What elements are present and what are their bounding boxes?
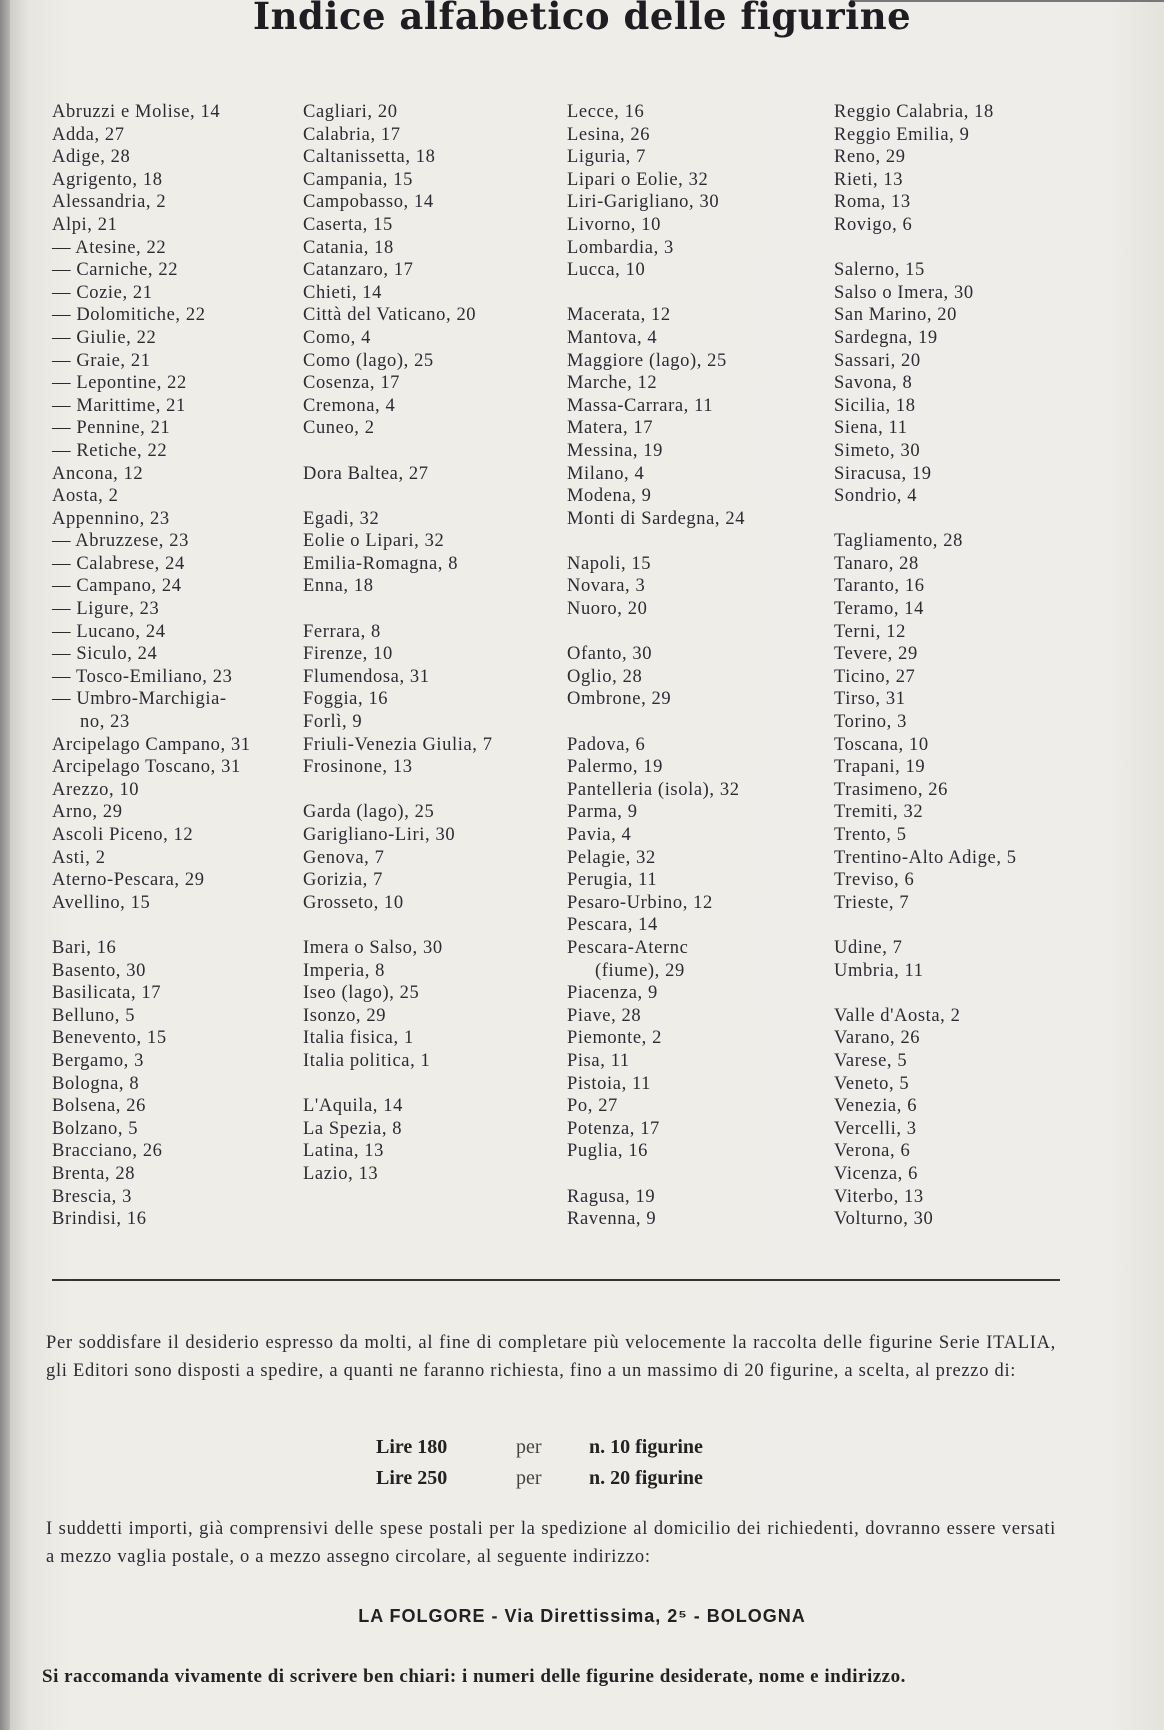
price-row — [376, 1463, 736, 1494]
index-entry: Treviso, 6 — [834, 870, 915, 891]
index-entry: Lipari o Eolie, 32 — [567, 169, 709, 190]
index-entry: Cosenza, 17 — [303, 373, 401, 394]
index-entry: Mantova, 4 — [567, 327, 658, 348]
index-entry: Emilia-Romagna, 8 — [303, 553, 459, 574]
index-spacer — [834, 508, 1017, 531]
index-entry: Agrigento, 18 — [52, 169, 163, 190]
index-entry: Marche, 12 — [567, 373, 658, 394]
index-entry: Padova, 6 — [567, 734, 646, 755]
index-entry: Egadi, 32 — [303, 508, 380, 529]
index-entry: Garigliano-Liri, 30 — [303, 825, 456, 845]
index-entry: Pantelleria (isola), 32 — [567, 779, 740, 800]
index-entry: Salerno, 15 — [834, 260, 925, 281]
price-per: per — [516, 1436, 542, 1458]
index-entry: Enna, 18 — [303, 576, 374, 597]
index-entry: — Giulie, 22 — [52, 327, 157, 348]
index-entry: Siracusa, 19 — [834, 463, 932, 484]
index-entry: Pisa, 11 — [567, 1050, 630, 1071]
index-entry: Trieste, 7 — [834, 892, 910, 913]
index-entry: Bergamo, 3 — [52, 1050, 144, 1071]
index-entry: Appennino, 23 — [52, 508, 170, 529]
index-spacer — [303, 485, 493, 508]
index-entry: Cremona, 4 — [303, 395, 396, 416]
index-entry: Volturno, 30 — [834, 1209, 934, 1230]
index-spacer — [567, 1163, 745, 1186]
index-entry: Ancona, 12 — [52, 463, 144, 484]
index-entry: Ravenna, 9 — [567, 1209, 657, 1230]
index-entry: Città del Vaticano, 20 — [303, 305, 477, 326]
index-entry: Reggio Calabria, 18 — [834, 102, 994, 122]
index-entry: Nuoro, 20 — [567, 599, 648, 620]
index-entry: Belluno, 5 — [52, 1005, 136, 1026]
index-entry: — Ligure, 23 — [52, 599, 160, 620]
index-column-4 — [834, 101, 1017, 1231]
index-entry: Ombrone, 29 — [567, 689, 672, 710]
price-amount: Lire 250 — [376, 1467, 448, 1489]
index-entry: Puglia, 16 — [567, 1141, 649, 1162]
index-entry: Genova, 7 — [303, 847, 385, 868]
index-entry: no, 23 — [80, 712, 130, 733]
page-title: Indice alfabetico delle figurine — [252, 0, 912, 38]
index-entry: Pelagie, 32 — [567, 847, 656, 868]
index-entry: Milano, 4 — [567, 463, 645, 484]
index-entry: L'Aquila, 14 — [303, 1096, 403, 1117]
index-entry: — Cozie, 21 — [52, 282, 153, 303]
index-entry: Massa-Carrara, 11 — [567, 395, 714, 416]
publisher-address: LA FOLGORE - Via Direttissima, 2⁵ - BOLOGNA — [358, 1606, 806, 1626]
index-entry: Firenze, 10 — [303, 644, 393, 665]
page-edge — [0, 0, 10, 1730]
price-quantity: n. 10 figurine — [589, 1436, 703, 1458]
index-entry: Venezia, 6 — [834, 1096, 918, 1117]
index-entry: Bracciano, 26 — [52, 1141, 163, 1162]
index-entry: Arcipelago Toscano, 31 — [52, 757, 241, 778]
index-entry: Isonzo, 29 — [303, 1005, 387, 1026]
price-amount: Lire 180 — [376, 1436, 448, 1458]
index-entry: La Spezia, 8 — [303, 1118, 403, 1139]
index-entry: Ofanto, 30 — [567, 644, 653, 665]
index-entry: Maggiore (lago), 25 — [567, 350, 727, 371]
index-entry: Rieti, 13 — [834, 169, 904, 190]
index-entry: Trentino-Alto Adige, 5 — [834, 847, 1017, 868]
index-entry: — Tosco-Emiliano, 23 — [52, 666, 233, 687]
index-entry: Lucca, 10 — [567, 260, 646, 281]
index-entry: Simeto, 30 — [834, 440, 921, 461]
index-spacer — [834, 914, 1017, 937]
index-entry: — Retiche, 22 — [52, 440, 168, 461]
index-entry: Benevento, 15 — [52, 1028, 167, 1049]
index-entry: Piave, 28 — [567, 1005, 642, 1026]
price-per: per — [516, 1467, 542, 1489]
index-entry: Napoli, 15 — [567, 553, 652, 574]
index-spacer — [303, 1073, 493, 1096]
index-entry: Trasimeno, 26 — [834, 779, 949, 800]
index-entry: Verona, 6 — [834, 1141, 911, 1162]
index-entry: Latina, 13 — [303, 1141, 385, 1162]
index-entry: Lazio, 13 — [303, 1163, 379, 1184]
index-entry: Ascoli Piceno, 12 — [52, 825, 194, 845]
index-entry: Sondrio, 4 — [834, 486, 918, 507]
index-entry: Tanaro, 28 — [834, 553, 919, 574]
index-entry: San Marino, 20 — [834, 305, 957, 326]
index-entry: Alessandria, 2 — [52, 192, 167, 213]
index-entry: Udine, 7 — [834, 937, 903, 958]
index-column-3 — [567, 101, 745, 1231]
index-entry: Dora Baltea, 27 — [303, 463, 429, 484]
index-entry: Ferrara, 8 — [303, 621, 381, 642]
index-entry: Veneto, 5 — [834, 1073, 910, 1094]
index-entry: Adda, 27 — [52, 124, 125, 145]
index-entry: Garda (lago), 25 — [303, 802, 435, 823]
index-entry: Rovigo, 6 — [834, 214, 913, 235]
index-spacer — [567, 282, 745, 305]
index-entry: Aosta, 2 — [52, 486, 119, 507]
index-entry: Foggia, 16 — [303, 689, 389, 710]
index-entry: Italia fisica, 1 — [303, 1028, 414, 1049]
index-entry: Caserta, 15 — [303, 214, 393, 235]
index-entry: Lombardia, 3 — [567, 237, 674, 258]
index-entry: Asti, 2 — [52, 847, 106, 868]
index-entry: Reggio Emilia, 9 — [834, 124, 970, 145]
index-entry: Basento, 30 — [52, 960, 146, 981]
index-entry: Bologna, 8 — [52, 1073, 140, 1094]
index-entry: Grosseto, 10 — [303, 892, 404, 913]
index-entry: Iseo (lago), 25 — [303, 983, 420, 1004]
index-entry: Calabria, 17 — [303, 124, 401, 145]
index-entry: Matera, 17 — [567, 418, 654, 439]
payment-paragraph: I suddetti importi, già comprensivi delle spese postali per la spedizione al domicilio dei richiedenti, dovranno essere versati a mezzo vaglia postale, o a mezzo assegno circolare, al seguente indirizzo: — [46, 1519, 1056, 1567]
index-spacer — [834, 237, 1017, 260]
index-entry: Brescia, 3 — [52, 1186, 132, 1207]
index-entry: Eolie o Lipari, 32 — [303, 531, 445, 552]
index-entry: Abruzzi e Molise, 14 — [52, 102, 221, 122]
index-entry: Pescara-Aternc — [567, 937, 689, 958]
index-entry: — Campano, 24 — [52, 576, 182, 597]
index-entry: Savona, 8 — [834, 373, 913, 394]
index-entry: (fiume), 29 — [595, 960, 685, 981]
index-entry: Parma, 9 — [567, 802, 638, 823]
index-entry: Arezzo, 10 — [52, 779, 140, 800]
index-entry: Roma, 13 — [834, 192, 911, 213]
index-entry: Siena, 11 — [834, 418, 908, 439]
index-spacer — [303, 779, 493, 802]
section-divider — [52, 1279, 1060, 1281]
index-entry: Avellino, 15 — [52, 892, 151, 913]
index-entry: Alpi, 21 — [52, 214, 118, 235]
index-entry: Italia politica, 1 — [303, 1050, 431, 1071]
index-entry: Ragusa, 19 — [567, 1186, 656, 1207]
index-entry: Tevere, 29 — [834, 644, 918, 665]
index-entry: Frosinone, 13 — [303, 757, 413, 778]
index-spacer — [303, 914, 493, 937]
index-entry: Sardegna, 19 — [834, 327, 938, 348]
index-entry: Novara, 3 — [567, 576, 646, 597]
index-entry: — Siculo, 24 — [52, 644, 158, 665]
index-entry: — Lepontine, 22 — [52, 373, 187, 394]
index-entry: Catania, 18 — [303, 237, 394, 258]
index-column-2 — [303, 101, 493, 1186]
index-entry: Tremiti, 32 — [834, 802, 924, 823]
index-entry: Po, 27 — [567, 1096, 618, 1117]
index-entry: Campobasso, 14 — [303, 192, 434, 213]
index-entry: — Graie, 21 — [52, 350, 151, 371]
index-entry: Liguria, 7 — [567, 147, 646, 168]
index-entry: — Umbro-Marchigia- — [52, 689, 227, 710]
index-spacer — [303, 598, 493, 621]
index-entry: Tirso, 31 — [834, 689, 906, 710]
index-entry: — Marittime, 21 — [52, 395, 186, 416]
index-entry: Monti di Sardegna, 24 — [567, 508, 746, 529]
offer-paragraph: Per soddisfare il desiderio espresso da molti, al fine di completare più velocemente la raccolta delle figurine Serie ITALIA, gli Editori sono disposti a spedire, a quanti ne faranno richiesta, fino a un massimo di 20 figurine, a scelta, al prezzo di: — [46, 1333, 1056, 1381]
index-entry: Arcipelago Campano, 31 — [52, 734, 251, 755]
index-entry: Forlì, 9 — [303, 712, 363, 733]
index-entry: Reno, 29 — [834, 147, 906, 168]
index-entry: Arno, 29 — [52, 802, 123, 823]
index-entry: — Dolomitiche, 22 — [52, 305, 206, 326]
index-entry: Cagliari, 20 — [303, 102, 398, 122]
index-entry: Aterno-Pescara, 29 — [52, 870, 205, 891]
index-entry: Pistoia, 11 — [567, 1073, 652, 1094]
index-entry: Varano, 26 — [834, 1028, 921, 1049]
index-entry: Bolzano, 5 — [52, 1118, 139, 1139]
index-entry: Como, 4 — [303, 327, 371, 348]
index-entry: Brindisi, 16 — [52, 1209, 147, 1230]
index-entry: Viterbo, 13 — [834, 1186, 924, 1207]
index-entry: Catanzaro, 17 — [303, 260, 414, 281]
index-entry: Flumendosa, 31 — [303, 666, 430, 687]
index-entry: Macerata, 12 — [567, 305, 671, 326]
index-entry: Imperia, 8 — [303, 960, 386, 981]
index-entry: Lesina, 26 — [567, 124, 651, 145]
index-entry: Livorno, 10 — [567, 214, 661, 235]
index-spacer — [52, 914, 251, 937]
index-entry: Varese, 5 — [834, 1050, 908, 1071]
index-entry: Gorizia, 7 — [303, 870, 383, 891]
index-entry: Adige, 28 — [52, 147, 131, 168]
price-row — [376, 1432, 736, 1463]
index-column-1 — [52, 101, 251, 1231]
index-entry: Salso o Imera, 30 — [834, 282, 974, 303]
index-entry: — Lucano, 24 — [52, 621, 166, 642]
index-entry: Terni, 12 — [834, 621, 906, 642]
index-entry: — Pennine, 21 — [52, 418, 171, 439]
index-entry: Ticino, 27 — [834, 666, 916, 687]
index-entry: Friuli-Venezia Giulia, 7 — [303, 734, 493, 755]
closing-note: Si raccomanda vivamente di scrivere ben chiari: i numeri delle figurine desiderate, nome e indirizzo. — [42, 1666, 906, 1687]
index-spacer — [567, 530, 745, 553]
index-spacer — [303, 440, 493, 463]
index-entry: Piemonte, 2 — [567, 1028, 662, 1049]
index-entry: Vercelli, 3 — [834, 1118, 917, 1139]
index-spacer — [567, 711, 745, 734]
index-entry: — Abruzzese, 23 — [52, 531, 189, 552]
index-entry: Messina, 19 — [567, 440, 664, 461]
index-entry: Sassari, 20 — [834, 350, 921, 371]
index-entry: Toscana, 10 — [834, 734, 929, 755]
index-spacer — [834, 982, 1017, 1005]
index-entry: Pescara, 14 — [567, 915, 658, 936]
index-entry: Perugia, 11 — [567, 870, 658, 891]
index-entry: Pesaro-Urbino, 12 — [567, 892, 713, 913]
index-entry: Campania, 15 — [303, 169, 413, 190]
index-entry: — Carniche, 22 — [52, 260, 179, 281]
index-entry: Oglio, 28 — [567, 666, 643, 687]
index-entry: Caltanissetta, 18 — [303, 147, 436, 168]
index-entry: Bari, 16 — [52, 937, 117, 958]
index-entry: Lecce, 16 — [567, 102, 645, 122]
index-entry: Vicenza, 6 — [834, 1163, 918, 1184]
index-entry: Bolsena, 26 — [52, 1096, 146, 1117]
index-entry: Basilicata, 17 — [52, 983, 162, 1004]
index-entry: Tagliamento, 28 — [834, 531, 963, 552]
index-entry: Sicilia, 18 — [834, 395, 916, 416]
index-entry: Cuneo, 2 — [303, 418, 375, 439]
index-entry: Modena, 9 — [567, 486, 652, 507]
index-entry: Trapani, 19 — [834, 757, 926, 778]
price-table — [376, 1432, 736, 1494]
index-entry: Trento, 5 — [834, 825, 907, 845]
price-quantity: n. 20 figurine — [589, 1467, 703, 1489]
index-entry: Como (lago), 25 — [303, 350, 434, 371]
index-entry: Torino, 3 — [834, 712, 907, 733]
index-entry: Umbria, 11 — [834, 960, 924, 981]
index-entry: Chieti, 14 — [303, 282, 382, 303]
index-entry: — Calabrese, 24 — [52, 553, 185, 574]
index-entry: Piacenza, 9 — [567, 983, 658, 1004]
index-entry: Liri-Garigliano, 30 — [567, 192, 720, 213]
index-entry: Imera o Salso, 30 — [303, 937, 443, 958]
index-entry: Teramo, 14 — [834, 599, 924, 620]
index-entry: Taranto, 16 — [834, 576, 925, 597]
index-entry: Valle d'Aosta, 2 — [834, 1005, 961, 1026]
index-entry: Potenza, 17 — [567, 1118, 660, 1139]
index-entry: Pavia, 4 — [567, 825, 632, 845]
index-entry: — Atesine, 22 — [52, 237, 167, 258]
index-entry: Brenta, 28 — [52, 1163, 136, 1184]
index-entry: Palermo, 19 — [567, 757, 664, 778]
index-spacer — [567, 621, 745, 644]
